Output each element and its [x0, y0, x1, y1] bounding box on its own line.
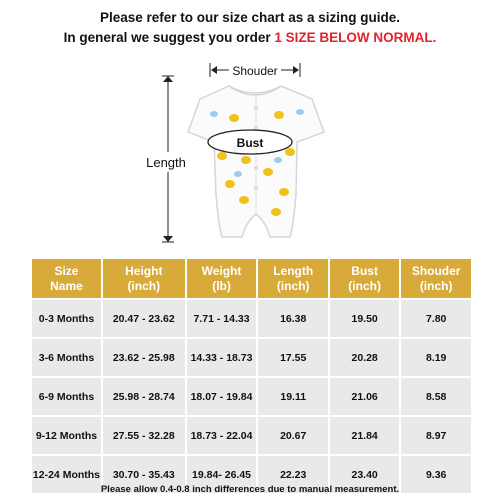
bust-cell: 21.84	[330, 417, 399, 454]
shoulder-cell: 8.19	[401, 339, 471, 376]
weight-cell: 14.33 - 18.73	[187, 339, 257, 376]
weight-cell: 18.73 - 22.04	[187, 417, 257, 454]
romper-illustration	[0, 52, 500, 252]
length-label: Length	[146, 155, 186, 170]
height-cell: 23.62 - 25.98	[103, 339, 185, 376]
height-cell: 25.98 - 28.74	[103, 378, 185, 415]
shoulder-label: Shouder	[232, 64, 278, 78]
shoulder-cell: 8.97	[401, 417, 471, 454]
bust-cell: 23.40	[330, 456, 399, 493]
size-name-cell: 6-9 Months	[32, 378, 101, 415]
bust-cell: 20.28	[330, 339, 399, 376]
size-name-cell: 3-6 Months	[32, 339, 101, 376]
table-header-row	[32, 259, 471, 298]
header-length: Length (inch)	[258, 259, 327, 298]
garment-measurement-figure	[0, 52, 500, 252]
header-height: Height (inch)	[103, 259, 185, 298]
bust-label: Bust	[236, 136, 264, 150]
header-shoulder: Shouder (inch)	[401, 259, 471, 298]
weight-cell: 18.07 - 19.84	[187, 378, 257, 415]
size-name-cell: 0-3 Months	[32, 300, 101, 337]
header-bust: Bust (inch)	[330, 259, 399, 298]
length-cell: 22.23	[258, 456, 327, 493]
header-size-name: Size Name	[32, 259, 101, 298]
length-cell: 16.38	[258, 300, 327, 337]
height-cell: 30.70 - 35.43	[103, 456, 185, 493]
size-recommendation-highlight: 1 SIZE BELOW NORMAL.	[274, 30, 437, 45]
header-line-2	[0, 28, 500, 48]
header-line-2-text: In general we suggest you order	[63, 30, 275, 45]
weight-cell: 7.71 - 14.33	[187, 300, 257, 337]
size-guide-header	[0, 8, 500, 48]
weight-cell: 19.84- 26.45	[187, 456, 257, 493]
header-line-1: Please refer to our size chart as a sizing guide.	[99, 10, 401, 25]
shoulder-cell: 9.36	[401, 456, 471, 493]
length-cell: 20.67	[258, 417, 327, 454]
bust-cell: 19.50	[330, 300, 399, 337]
size-chart-table	[30, 257, 473, 495]
bust-cell: 21.06	[330, 378, 399, 415]
length-cell: 17.55	[258, 339, 327, 376]
measurement-note: Please allow 0.4-0.8 inch differences due to manual measurement.	[100, 484, 400, 495]
size-name-cell: 12-24 Months	[32, 456, 101, 493]
height-cell: 20.47 - 23.62	[103, 300, 185, 337]
shoulder-cell: 8.58	[401, 378, 471, 415]
size-chart	[30, 257, 473, 495]
length-cell: 19.11	[258, 378, 327, 415]
header-weight: Weight (lb)	[187, 259, 257, 298]
table-row	[32, 378, 471, 415]
table-row	[32, 339, 471, 376]
shoulder-cell: 7.80	[401, 300, 471, 337]
table-row	[32, 300, 471, 337]
height-cell: 27.55 - 32.28	[103, 417, 185, 454]
size-name-cell: 9-12 Months	[32, 417, 101, 454]
table-row	[32, 417, 471, 454]
